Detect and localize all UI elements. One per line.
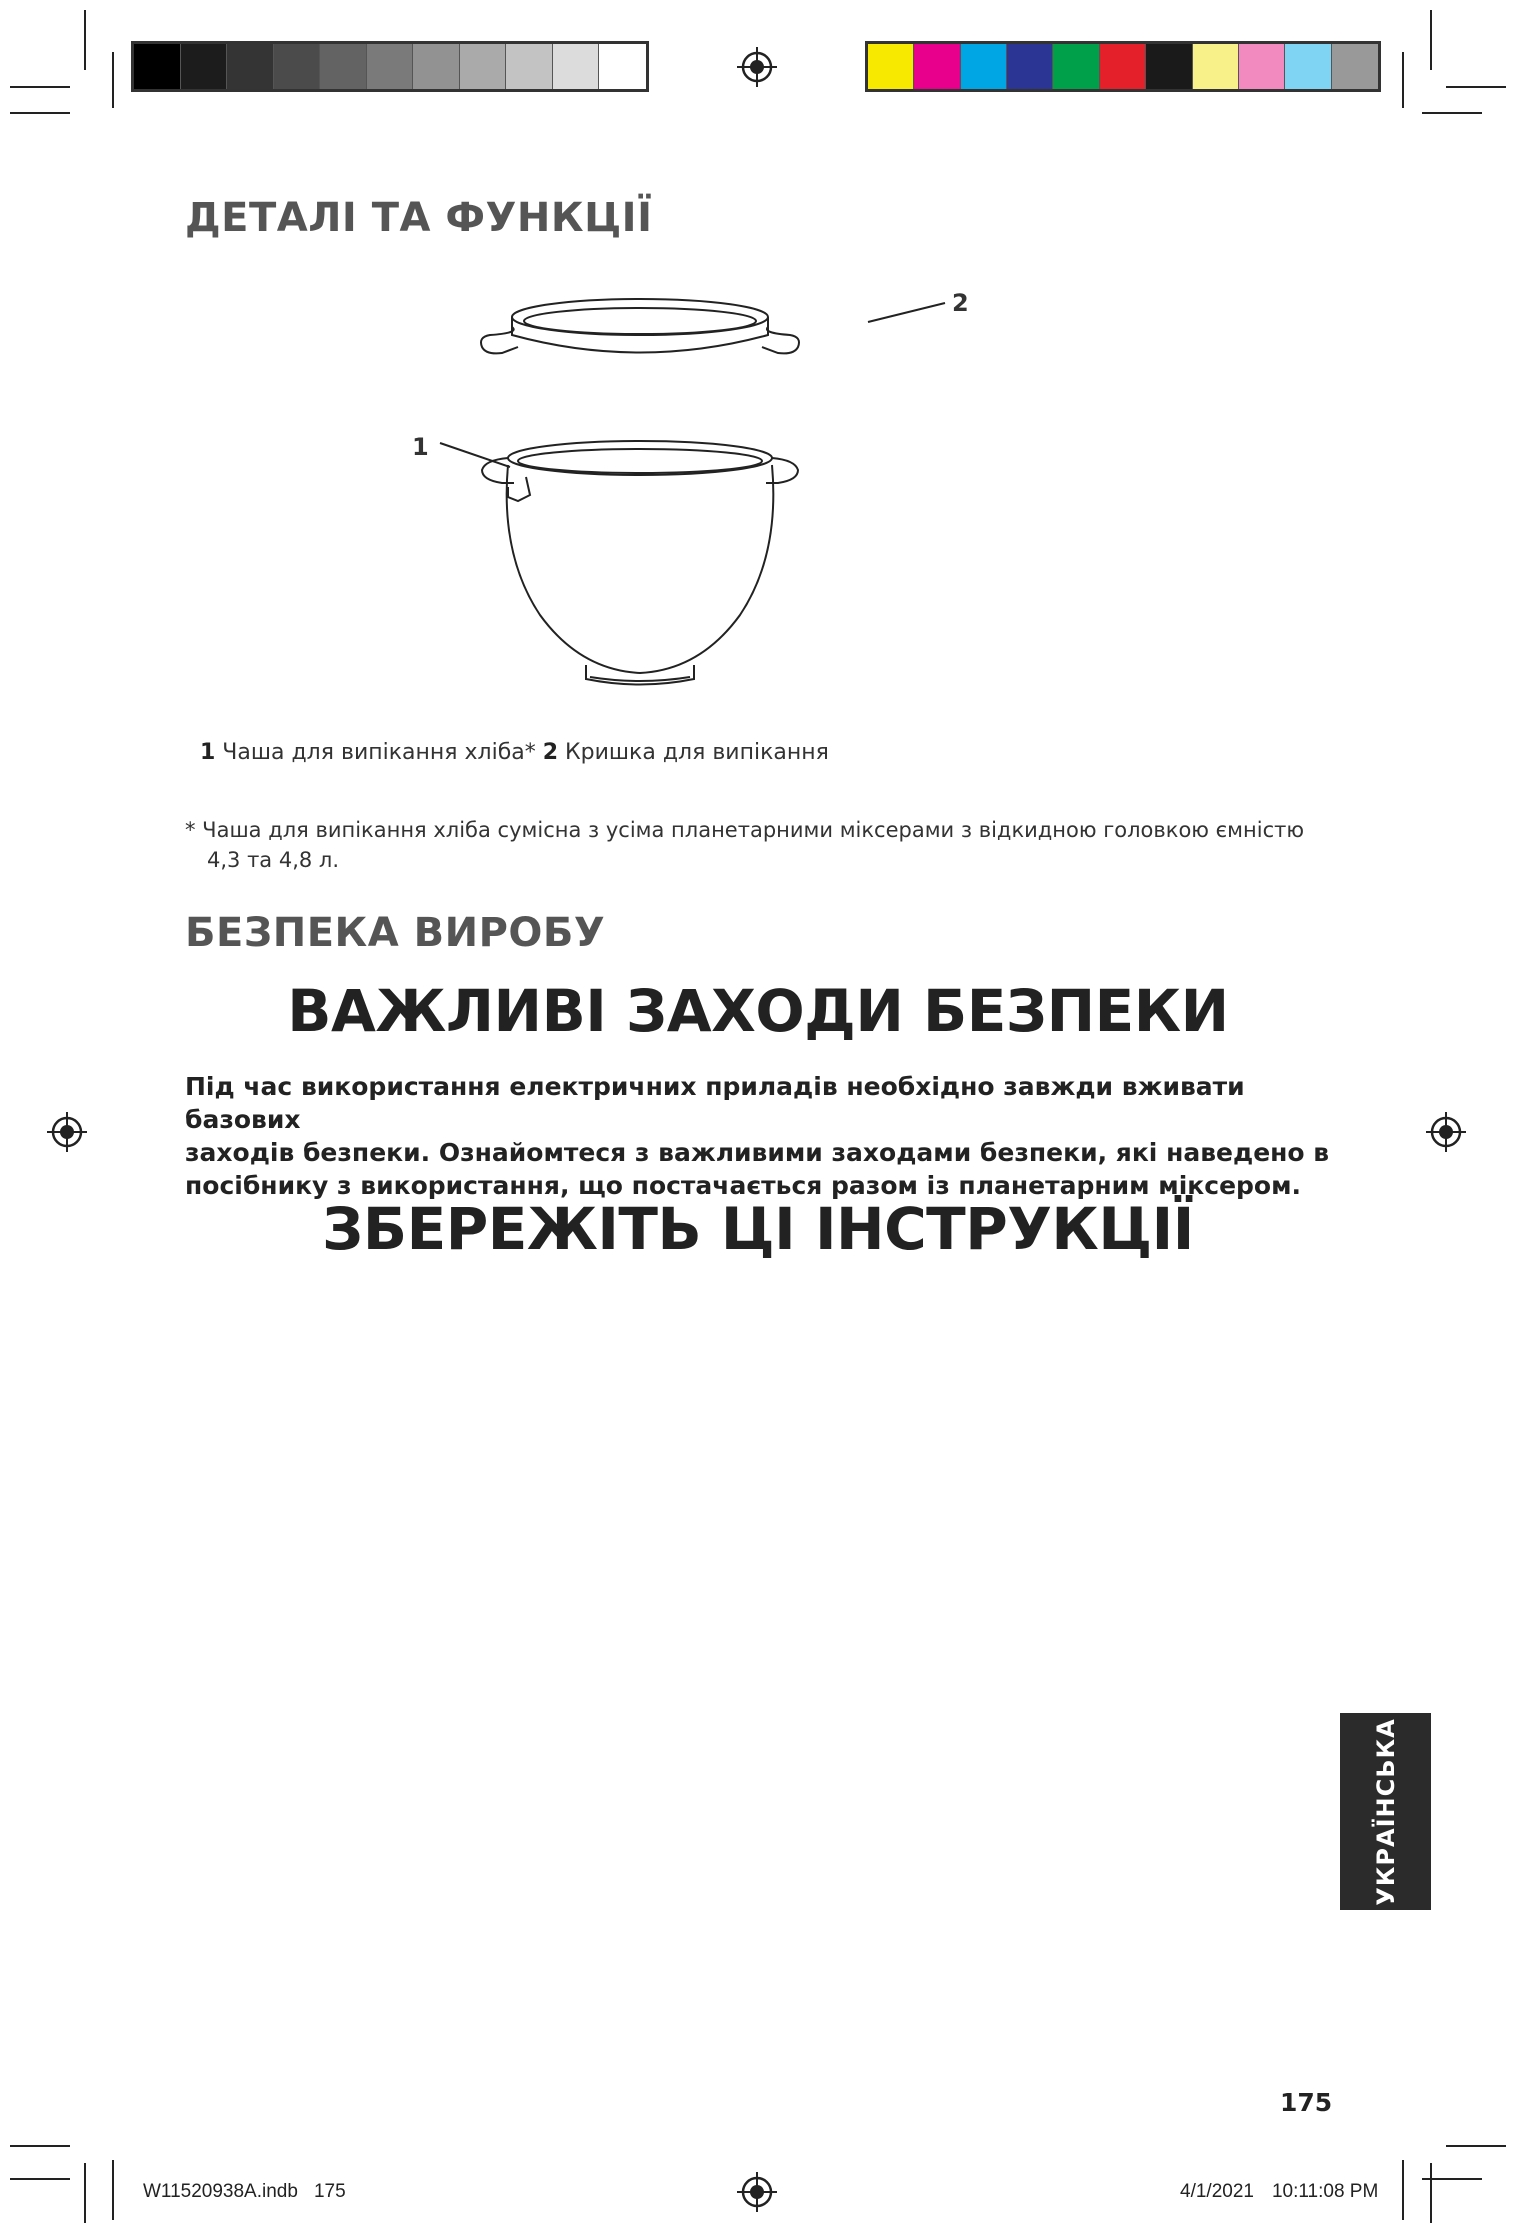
crop-mark bbox=[84, 2163, 86, 2223]
color-swatch bbox=[1053, 44, 1099, 89]
important-safeguards-title: ВАЖЛИВІ ЗАХОДИ БЕЗПЕКИ bbox=[287, 977, 1229, 1045]
footnote-line-1: * Чаша для випікання хліба сумісна з усіма планетарними міксерами з відкидною головкою ємністю bbox=[185, 818, 1305, 842]
bread-bowl-drawing bbox=[482, 441, 798, 685]
registration-mark-icon bbox=[735, 2170, 779, 2214]
crop-mark bbox=[1422, 2178, 1482, 2180]
registration-mark-icon bbox=[735, 45, 779, 89]
caption-item1-text: Чаша для випікання хліба* bbox=[215, 740, 543, 765]
color-swatch bbox=[1239, 44, 1285, 89]
crop-mark bbox=[1446, 2145, 1506, 2147]
color-swatch bbox=[367, 44, 414, 89]
color-swatch bbox=[413, 44, 460, 89]
language-tab-label: УКРАЇНСЬКА bbox=[1371, 1717, 1400, 1906]
intro-line-2: заходів безпеки. Ознайомтеся з важливими заходами безпеки, які наведено в bbox=[185, 1138, 1330, 1167]
slug-timestamp bbox=[1180, 2181, 1378, 2203]
lid-callout-number: 2 bbox=[952, 289, 969, 317]
caption-item2-number: 2 bbox=[542, 740, 559, 765]
intro-line-3: посібнику з використання, що постачається разом із планетарним міксером. bbox=[185, 1171, 1302, 1200]
color-swatch bbox=[1100, 44, 1146, 89]
color-swatch bbox=[181, 44, 228, 89]
color-swatch bbox=[274, 44, 321, 89]
color-swatch bbox=[1146, 44, 1192, 89]
slug-date: 4/1/2021 bbox=[1180, 2181, 1254, 2202]
color-swatch bbox=[599, 44, 646, 89]
intro-line-1: Під час використання електричних приладів необхідно завжди вживати базових bbox=[185, 1072, 1245, 1134]
caption-item1-number: 1 bbox=[200, 740, 216, 765]
page-number: 175 bbox=[1280, 2088, 1333, 2117]
registration-mark-icon bbox=[45, 1110, 89, 1154]
crop-mark bbox=[1402, 52, 1404, 108]
crop-mark bbox=[1430, 2163, 1432, 2223]
crop-mark bbox=[112, 52, 114, 108]
color-swatch bbox=[1332, 44, 1378, 89]
crop-mark bbox=[1430, 10, 1432, 70]
color-swatch bbox=[961, 44, 1007, 89]
crop-mark bbox=[84, 10, 86, 70]
crop-mark bbox=[1422, 112, 1482, 114]
caption-item2-text: Кришка для випікання bbox=[558, 740, 829, 765]
color-swatch bbox=[227, 44, 274, 89]
registration-mark-icon bbox=[1424, 1110, 1468, 1154]
parts-caption bbox=[200, 740, 829, 765]
footnote-line-2: 4,3 та 4,8 л. bbox=[207, 848, 340, 872]
color-swatch bbox=[460, 44, 507, 89]
product-safety-heading: БЕЗПЕКА ВИРОБУ bbox=[185, 910, 606, 956]
parts-heading: ДЕТАЛІ ТА ФУНКЦІЇ bbox=[185, 195, 653, 241]
color-swatch bbox=[1193, 44, 1239, 89]
compatibility-footnote bbox=[185, 815, 1345, 875]
save-instructions-title: ЗБЕРЕЖІТЬ ЦІ ІНСТРУКЦІЇ bbox=[322, 1195, 1194, 1263]
crop-mark bbox=[10, 112, 70, 114]
color-swatch bbox=[868, 44, 914, 89]
slug-file-info bbox=[143, 2181, 346, 2203]
slug-time: 10:11:08 PM bbox=[1271, 2181, 1379, 2202]
slug-file-name: W11520938A.indb bbox=[143, 2181, 298, 2202]
grayscale-color-bar bbox=[131, 41, 649, 92]
color-swatch bbox=[1285, 44, 1331, 89]
crop-mark bbox=[1402, 2160, 1404, 2220]
bowl-callout-line bbox=[440, 443, 510, 467]
color-swatch bbox=[134, 44, 181, 89]
lid-callout-line bbox=[868, 303, 945, 322]
baking-lid-drawing bbox=[481, 299, 799, 353]
crop-mark bbox=[10, 2145, 70, 2147]
color-swatch bbox=[1007, 44, 1053, 89]
color-swatch bbox=[914, 44, 960, 89]
crop-mark bbox=[1446, 86, 1506, 88]
bowl-and-lid-illustration bbox=[390, 275, 1010, 715]
crop-mark bbox=[10, 86, 70, 88]
slug-page: 175 bbox=[313, 2181, 346, 2202]
bowl-callout-number: 1 bbox=[412, 433, 429, 461]
crop-mark bbox=[112, 2160, 114, 2220]
cmyk-color-bar bbox=[865, 41, 1381, 92]
color-swatch bbox=[506, 44, 553, 89]
color-swatch bbox=[320, 44, 367, 89]
safety-intro-paragraph bbox=[185, 1070, 1345, 1202]
crop-mark bbox=[10, 2178, 70, 2180]
color-swatch bbox=[553, 44, 600, 89]
language-tab bbox=[1340, 1713, 1431, 1910]
